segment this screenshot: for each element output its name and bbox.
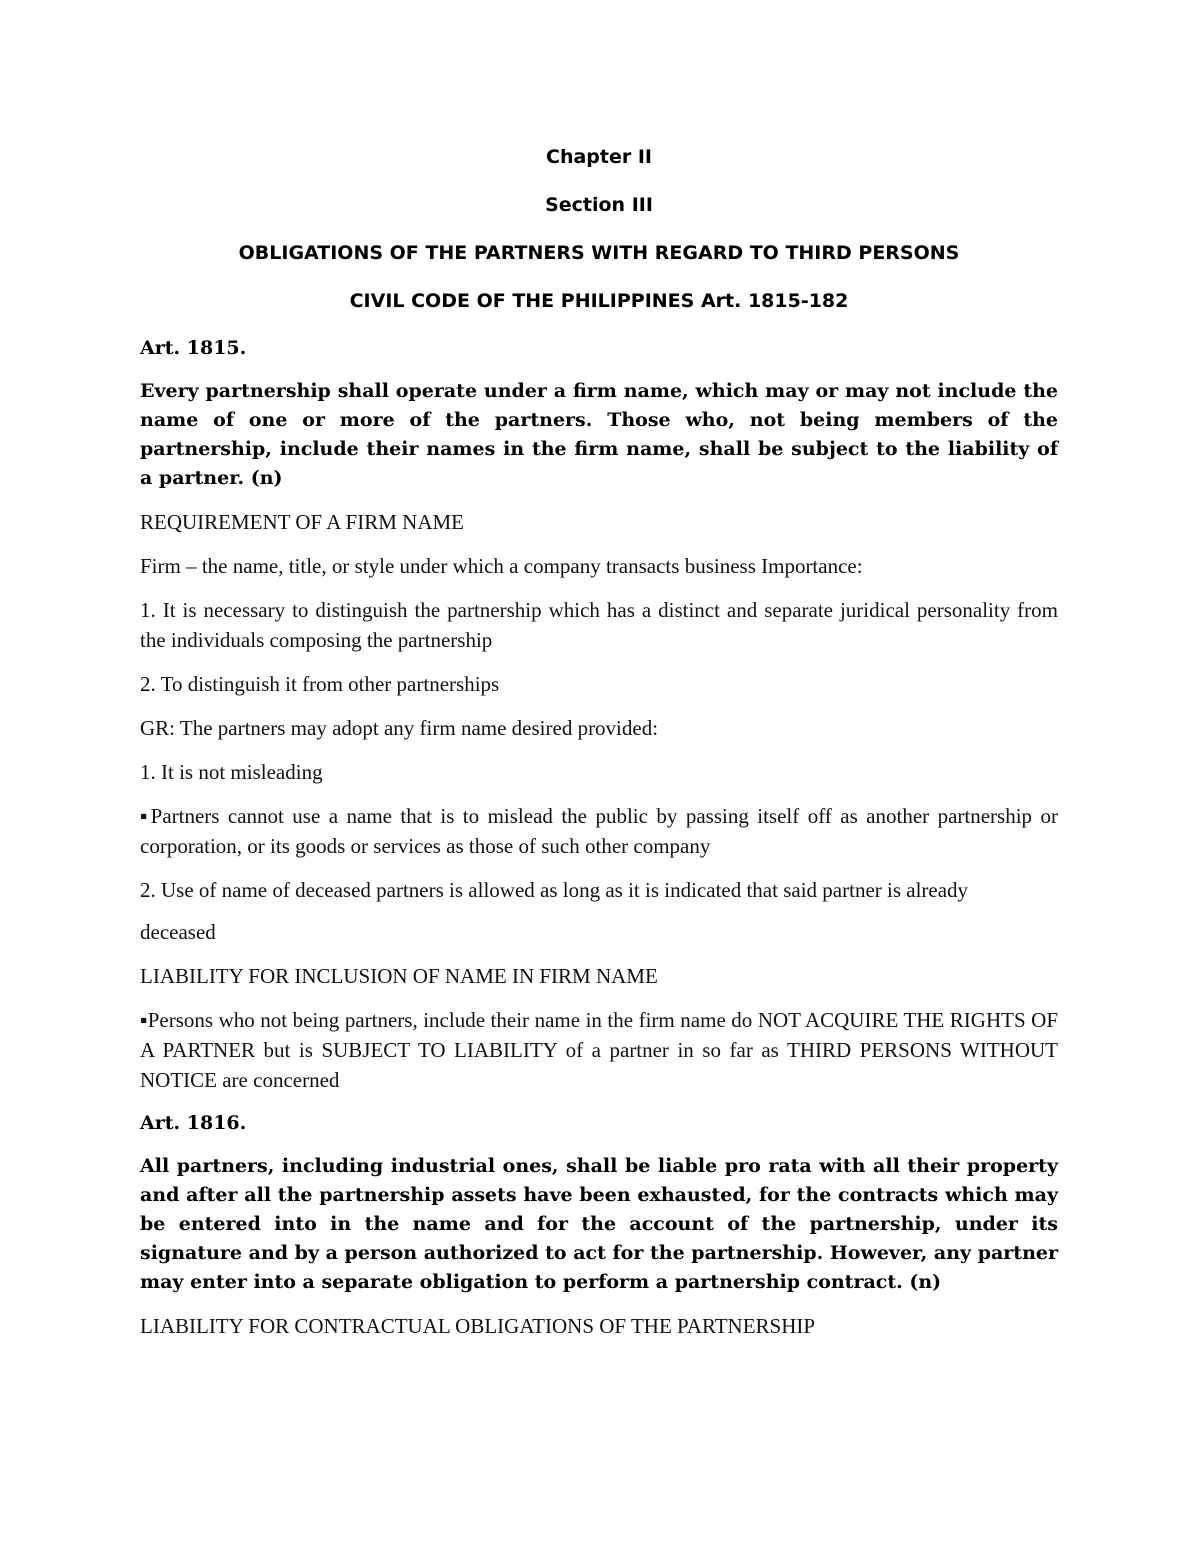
- liability-heading: LIABILITY FOR INCLUSION OF NAME IN FIRM NAME: [140, 964, 658, 988]
- chapter-heading: Chapter II: [546, 146, 652, 168]
- general-rule: GR: The partners may adopt any firm name desired provided:: [140, 716, 659, 740]
- section-heading: Section III: [545, 194, 653, 216]
- document-page: [140, 140, 1058, 1341]
- general-rule-item-2-continued: deceased: [140, 920, 216, 944]
- liability-bullet: ▪Persons who not being partners, include their name in the firm name do NOT ACQUIRE THE RIGHTS OF A PARTNER but is SUBJECT TO LIABILITY of a partner in so far as THIRD PERSONS WITHOUT NOTICE are concerned: [140, 1008, 1058, 1092]
- article-1815-heading: Art. 1815.: [140, 337, 247, 359]
- general-rule-item-2: 2. Use of name of deceased partners is allowed as long as it is indicated that said partner is already: [140, 878, 969, 902]
- article-1816-heading: Art. 1816.: [140, 1112, 247, 1134]
- requirement-heading: REQUIREMENT OF A FIRM NAME: [140, 510, 464, 534]
- importance-item-2: 2. To distinguish it from other partnerships: [140, 672, 500, 696]
- code-reference: CIVIL CODE OF THE PHILIPPINES Art. 1815-182: [349, 290, 849, 312]
- firm-definition: Firm – the name, title, or style under which a company transacts business Importance:: [140, 554, 863, 578]
- article-1815-text: Every partnership shall operate under a firm name, which may or may not include the name of one or more of the partners. Those who, not being members of the partnership, include their names in the firm name, shall be subject to the liability of a partner. (n): [140, 380, 1058, 489]
- article-1816-text: All partners, including industrial ones, shall be liable pro rata with all their property and after all the partnership assets have been exhausted, for the contracts which may be entered into in the name and for the account of the partnership, under its signature and by a person authorized to act for the partnership. However, any partner may enter into a separate obligation to perform a partnership contract. (n): [140, 1155, 1058, 1293]
- document-title: OBLIGATIONS OF THE PARTNERS WITH REGARD TO THIRD PERSONS: [238, 242, 960, 264]
- general-rule-item-1: 1. It is not misleading: [140, 760, 323, 784]
- importance-item-1: 1. It is necessary to distinguish the partnership which has a distinct and separate juridical personality from the individuals composing the partnership: [140, 598, 1058, 652]
- contractual-liability-heading: LIABILITY FOR CONTRACTUAL OBLIGATIONS OF THE PARTNERSHIP: [140, 1314, 816, 1338]
- general-rule-bullet-1: ▪Partners cannot use a name that is to mislead the public by passing itself off as another partnership or corporation, or its goods or services as those of such other company: [140, 804, 1058, 858]
